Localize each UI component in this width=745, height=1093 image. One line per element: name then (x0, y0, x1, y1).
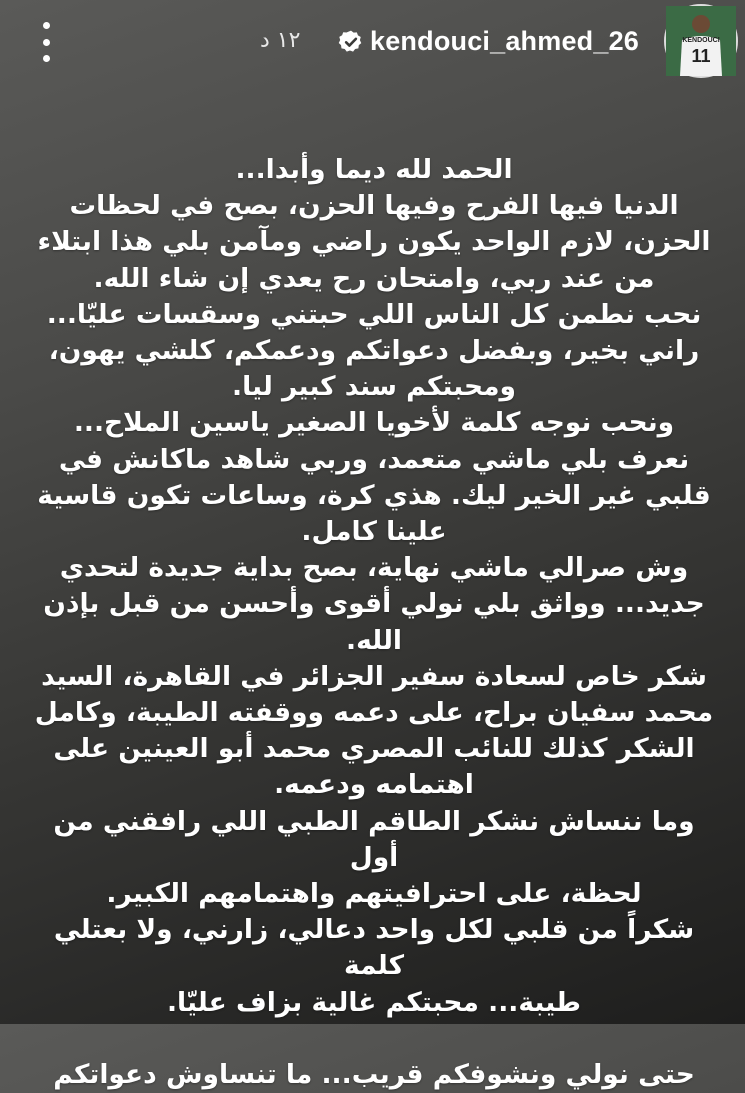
user-info[interactable] (338, 26, 639, 57)
story-line: ونحب نوجه كلمة لأخويا الصغير ياسين الملاح... (73, 407, 675, 439)
story-line: شكراً من قلبي لكل واحد دعالي، زارني، ولا بعتلي كلمة (53, 914, 695, 982)
story-line: راني بخير، وبفضل دعواتكم ودعمكم، كلشي يهون، (48, 335, 700, 367)
story-closing-line: حتى نولي ونشوفكم قريب... ما تنساوش دعواتكم (53, 1058, 695, 1090)
spacer (34, 1021, 714, 1057)
story-line: محمد سفيان براح، على دعمه ووقفته الطيبة، وكامل (34, 697, 714, 729)
story-line: وش صرالي ماشي نهاية، بصح بداية جديدة لتحدي (59, 552, 689, 584)
story-line: طيبة... محبتكم غالية بزاف عليّا. (166, 986, 582, 1018)
story-line: الله. (346, 624, 402, 656)
story-line: ومحبتكم سند كبير ليا. (232, 371, 516, 403)
svg-text:11: 11 (691, 46, 711, 66)
post-time: ١٢ د (260, 28, 301, 53)
username[interactable]: kendouci_ahmed_26 (370, 26, 640, 56)
story-line: من عند ربي، وامتحان رح يعدي إن شاء الله. (93, 262, 655, 294)
story-line: الشكر كذلك للنائب المصري محمد أبو العينين على (53, 733, 695, 765)
story-line: الحمد لله ديما وأبدا... (235, 154, 513, 185)
story-line: لحظة، على احترافيتهم واهتمامهم الكبير. (106, 878, 642, 910)
story-line: قلبي غير الخير ليك. هذي كرة، وساعات تكون قاسية (37, 479, 711, 511)
story-line: نحب نطمن كل الناس اللي حبتني وسقسات عليّا... (46, 298, 702, 330)
svg-text:KENDOUCI: KENDOUCI (682, 37, 720, 44)
story-header (0, 0, 745, 90)
story-line: شكر خاص لسعادة سفير الجزائر في القاهرة، السيد (41, 660, 707, 692)
verified-badge-icon (338, 29, 364, 55)
story-line: الدنيا فيها الفرح وفيها الحزن، بصح في لحظات (69, 190, 679, 222)
avatar[interactable] (664, 4, 738, 78)
story-line: علينا كامل. (301, 516, 447, 548)
story-line: اهتمامه ودعمه. (274, 769, 474, 801)
avatar-image (666, 6, 736, 76)
story-line: جديد... وواثق بلي نولي أقوى وأحسن من قبل بإذن (43, 588, 705, 620)
story-line: الحزن، لازم الواحد يكون راضي ومآمن بلي هذا ابتلاء (37, 226, 711, 258)
story-line: وما ننساش نشكر الطاقم الطبي اللي رافقني من أول (53, 805, 695, 873)
story-text (34, 152, 714, 1093)
more-options-icon[interactable] (36, 22, 56, 62)
story-line: نعرف بلي ماشي متعمد، وربي شاهد ماكانش في (58, 443, 690, 475)
